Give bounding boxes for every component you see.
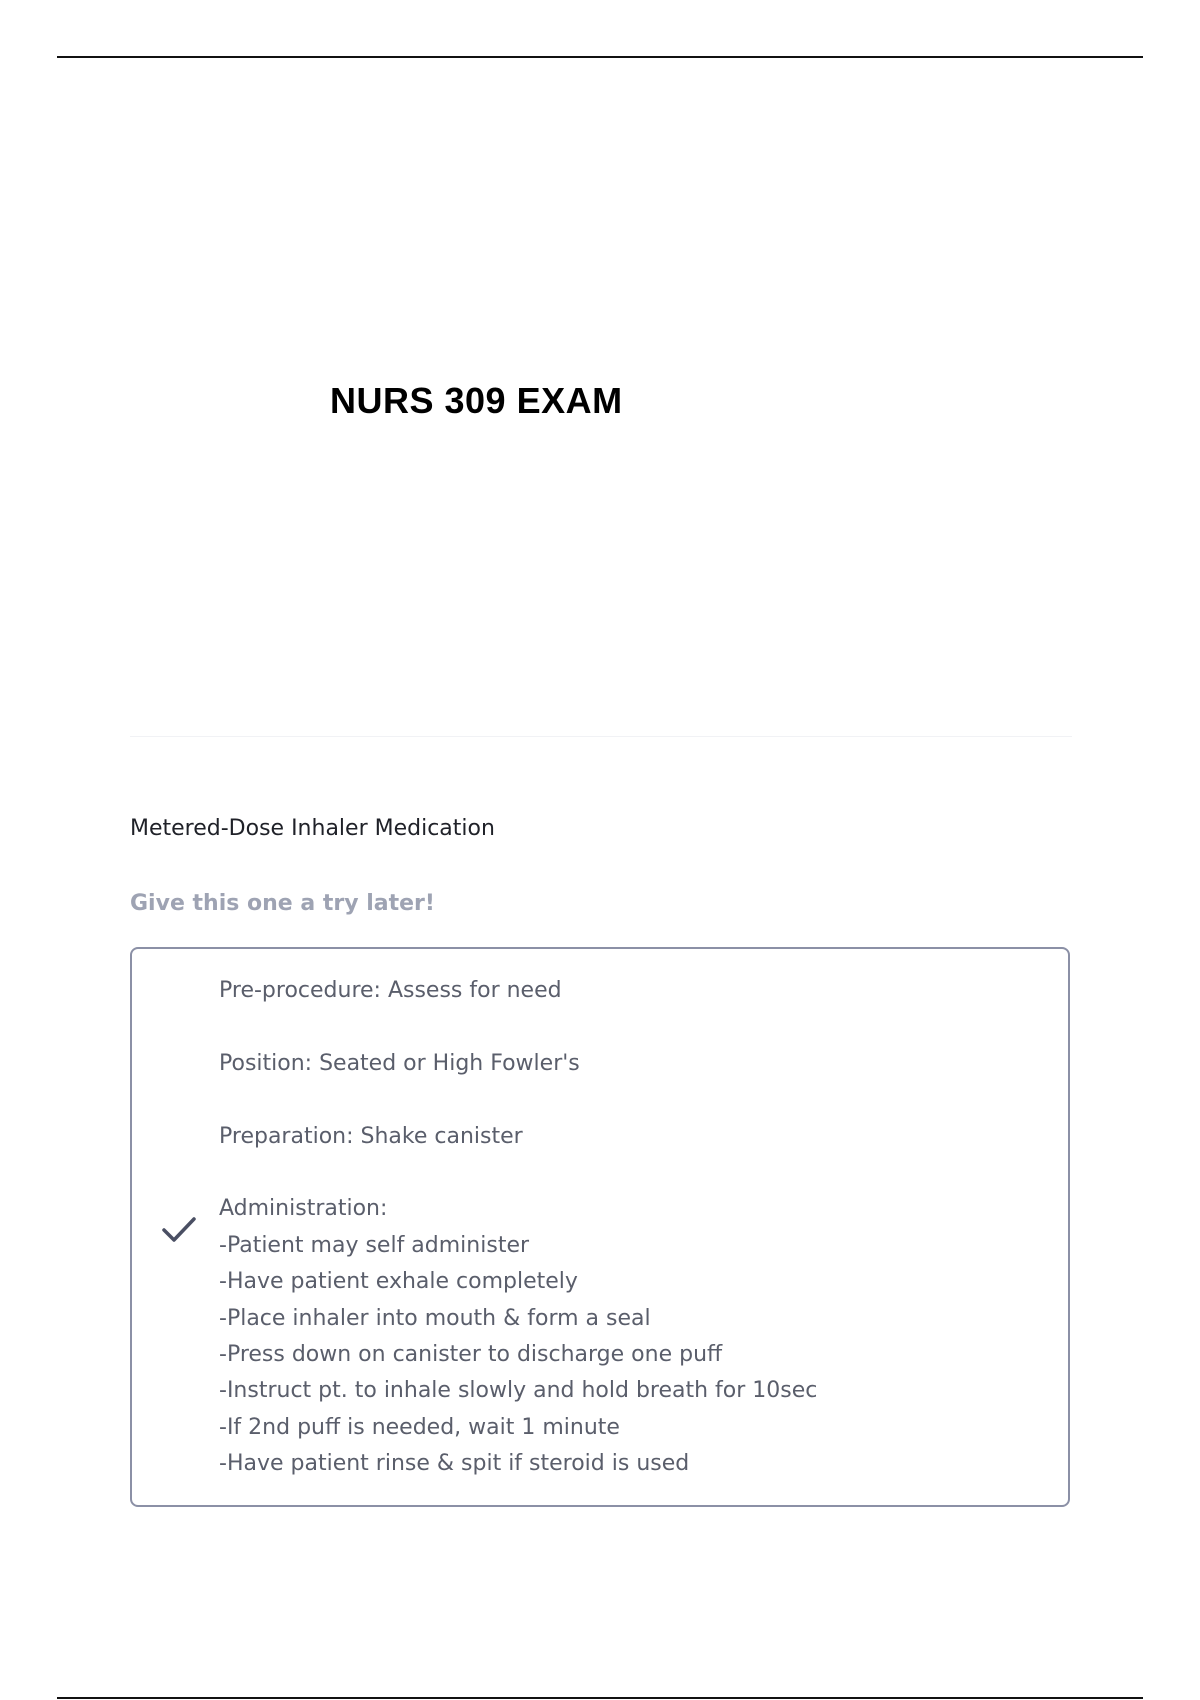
answer-line: Administration:	[219, 1196, 388, 1222]
answer-line: -Press down on canister to discharge one puff	[219, 1342, 723, 1368]
document-title: NURS 309 EXAM	[330, 380, 623, 421]
answer-line	[219, 1155, 1048, 1191]
answer-line	[219, 1009, 1048, 1045]
answer-lines	[219, 973, 1048, 1483]
answer-line: -Instruct pt. to inhale slowly and hold breath for 10sec	[219, 1378, 818, 1404]
answer-line: -Patient may self administer	[219, 1232, 530, 1258]
page-bottom-rule	[57, 1697, 1143, 1699]
answer-line: -Have patient rinse & spit if steroid is used	[219, 1451, 690, 1477]
answer-line: Position: Seated or High Fowler's	[219, 1050, 580, 1076]
answer-line: Preparation: Shake canister	[219, 1123, 523, 1149]
check-icon	[160, 1214, 198, 1246]
card-hint: Give this one a try later!	[130, 891, 435, 916]
answer-line: -Have patient exhale completely	[219, 1269, 578, 1295]
card-term: Metered-Dose Inhaler Medication	[130, 816, 495, 841]
answer-line	[219, 1082, 1048, 1118]
answer-line: -If 2nd puff is needed, wait 1 minute	[219, 1414, 620, 1440]
answer-line: -Place inhaler into mouth & form a seal	[219, 1305, 651, 1331]
answer-box	[130, 947, 1070, 1507]
page-top-rule	[57, 56, 1143, 58]
answer-line: Pre-procedure: Assess for need	[219, 978, 562, 1003]
section-divider	[130, 736, 1072, 737]
